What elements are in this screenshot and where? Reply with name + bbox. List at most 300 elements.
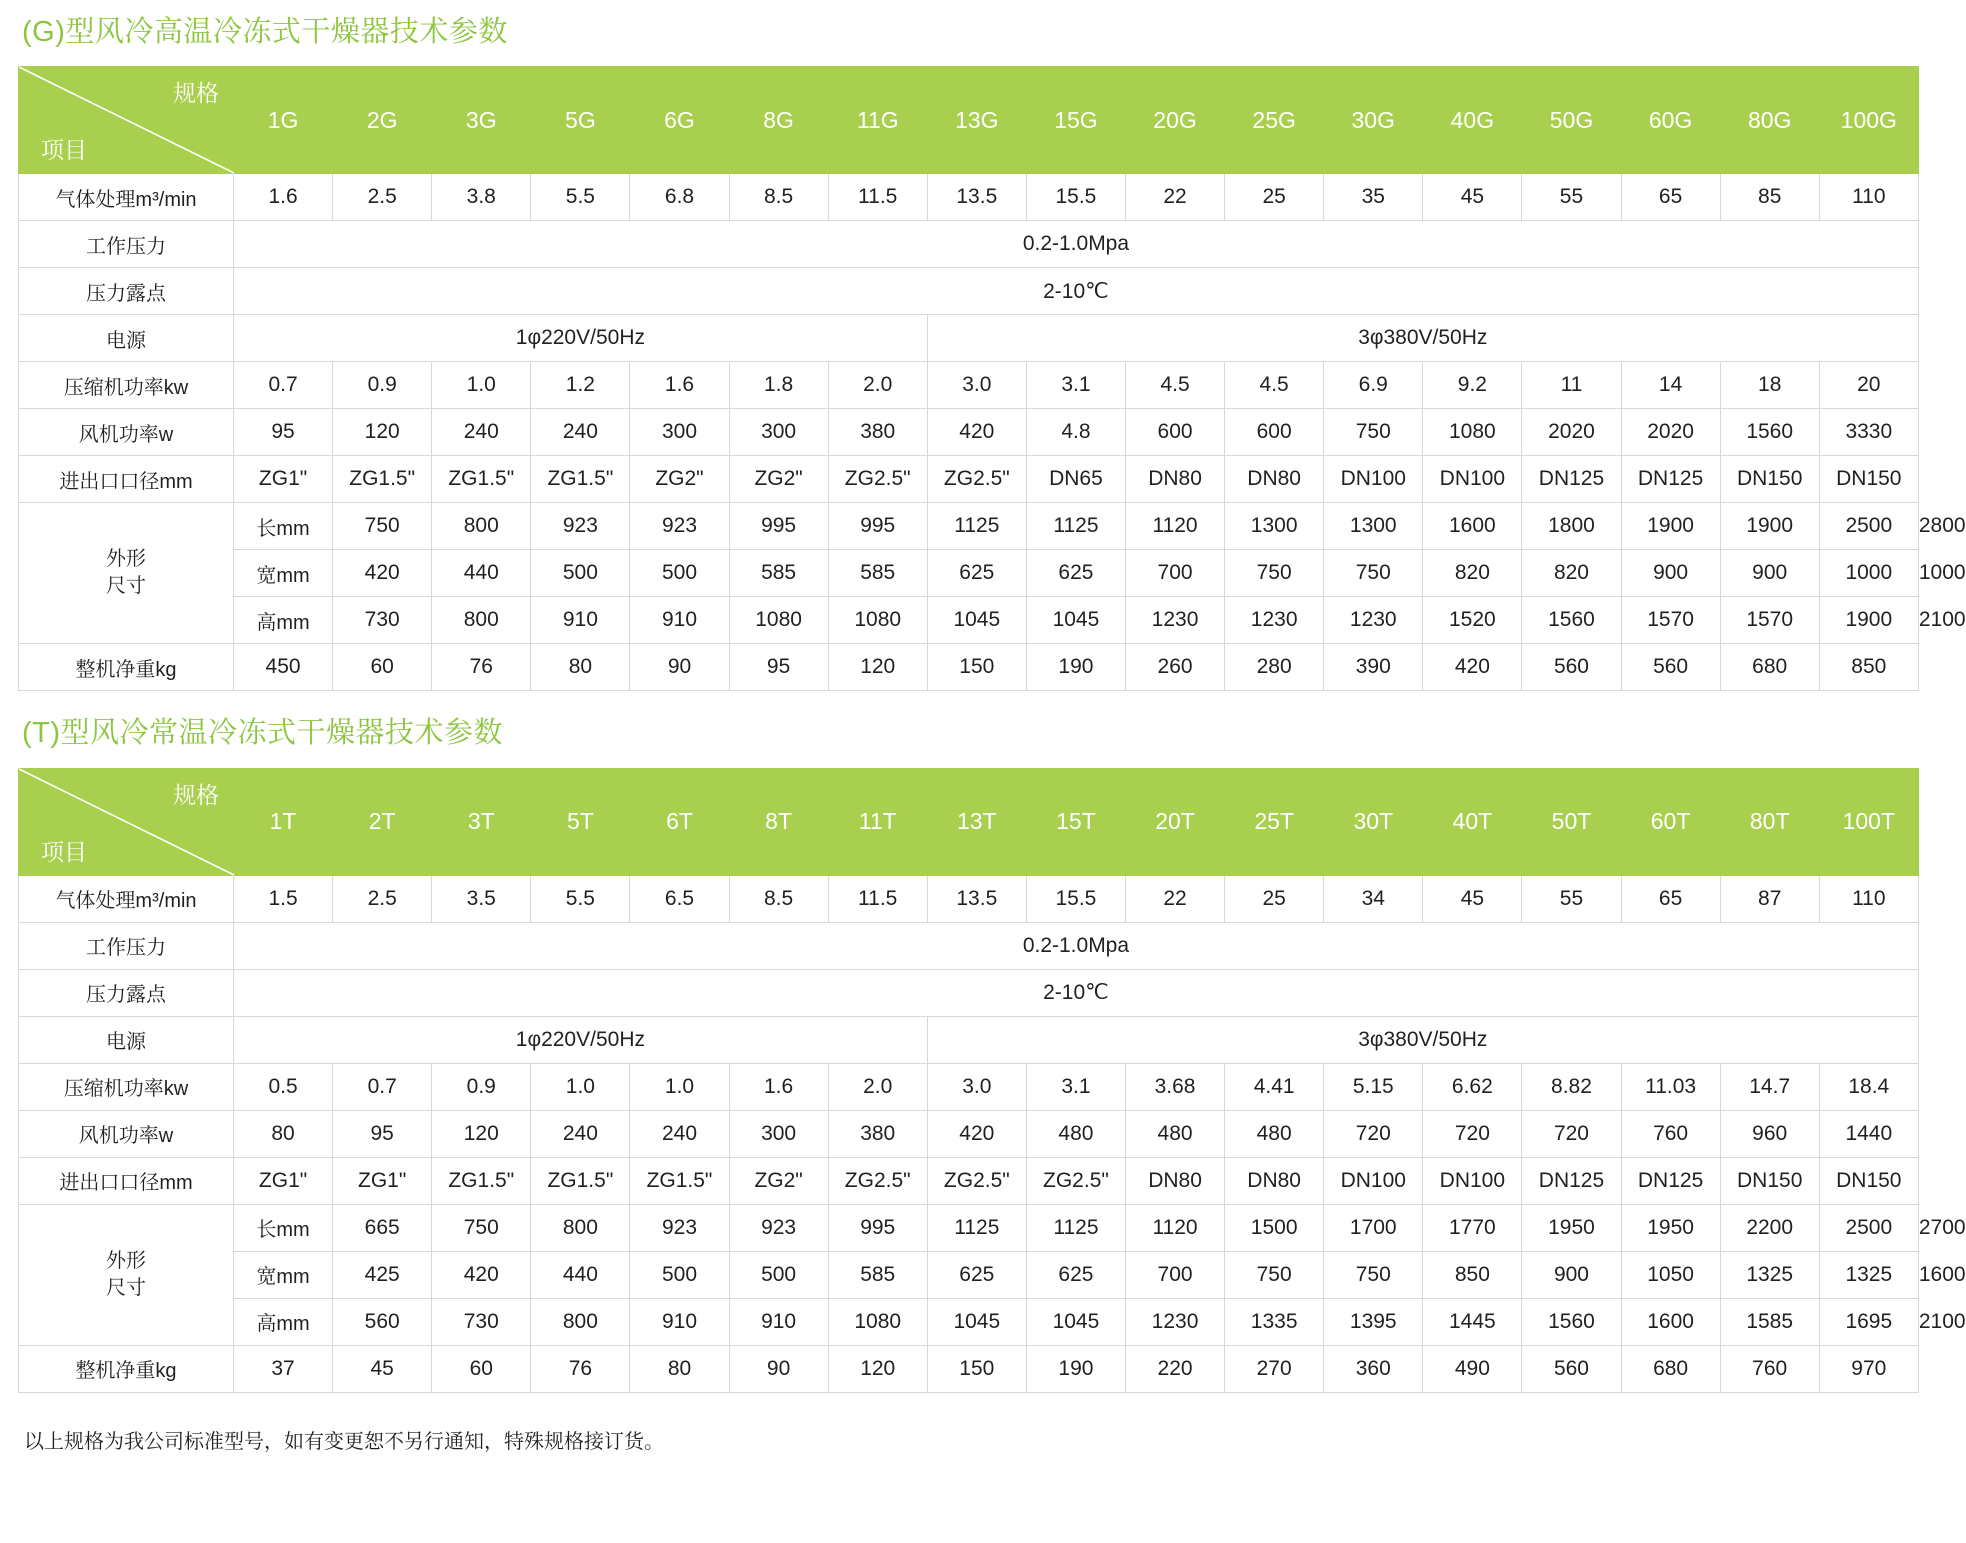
data-cell: 90 [630, 644, 729, 691]
data-cell: 500 [729, 1251, 828, 1298]
data-cell: 490 [1423, 1345, 1522, 1392]
data-cell: 1230 [1125, 597, 1224, 644]
data-cell: 1125 [1026, 1204, 1125, 1251]
data-cell: 4.5 [1125, 362, 1224, 409]
model-header-cell: 25T [1225, 768, 1324, 875]
data-cell: 45 [1423, 174, 1522, 221]
data-cell: ZG1.5" [432, 456, 531, 503]
data-cell: 3.8 [432, 174, 531, 221]
table-row [19, 268, 1919, 315]
data-cell: 560 [1621, 644, 1720, 691]
data-cell: 1335 [1225, 1298, 1324, 1345]
data-cell: 970 [1819, 1345, 1918, 1392]
model-header-cell: 20T [1125, 768, 1224, 875]
data-cell: 1570 [1720, 597, 1819, 644]
data-cell: 800 [531, 1298, 630, 1345]
data-cell: 1080 [1423, 409, 1522, 456]
data-cell: 120 [432, 1110, 531, 1157]
table-row [19, 1016, 1919, 1063]
data-cell: 220 [1125, 1345, 1224, 1392]
data-cell: ZG2" [729, 1157, 828, 1204]
model-header-cell: 11G [828, 67, 927, 174]
data-cell: 480 [1026, 1110, 1125, 1157]
section-title: (T)型风冷常温冷冻式干燥器技术参数 [22, 717, 504, 750]
data-cell: 720 [1522, 1110, 1621, 1157]
data-cell: 820 [1423, 550, 1522, 597]
data-cell: DN65 [1026, 456, 1125, 503]
data-cell: 85 [1720, 174, 1819, 221]
row-sub-label: 高mm [234, 597, 333, 644]
data-cell: 1045 [1026, 597, 1125, 644]
data-cell: 1120 [1125, 503, 1224, 550]
data-cell: 850 [1423, 1251, 1522, 1298]
data-cell: 2.0 [828, 1063, 927, 1110]
data-cell: 720 [1423, 1110, 1522, 1157]
table-header-row [19, 768, 1919, 875]
data-cell: 750 [1324, 1251, 1423, 1298]
model-header-cell: 6G [630, 67, 729, 174]
row-label: 压缩机功率kw [19, 1063, 234, 1110]
model-header-cell: 1T [234, 768, 333, 875]
table-row: 高mm 560 730 800 910 910 1080 1045 1045 1230 1335 1395 1445 1560 1600 1585 1695 2100 [19, 1298, 1919, 1345]
data-cell: 11.5 [828, 875, 927, 922]
data-cell: 25 [1225, 875, 1324, 922]
data-cell: 14.7 [1720, 1063, 1819, 1110]
model-header-cell: 60T [1621, 768, 1720, 875]
data-cell: 360 [1324, 1345, 1423, 1392]
data-cell: ZG2.5" [1026, 1157, 1125, 1204]
data-cell: 923 [630, 503, 729, 550]
data-cell: ZG2" [729, 456, 828, 503]
data-cell: 1.0 [531, 1063, 630, 1110]
data-cell: 923 [729, 1204, 828, 1251]
row-label: 进出口口径mm [19, 456, 234, 503]
data-cell: 750 [1225, 1251, 1324, 1298]
data-cell: 995 [828, 1204, 927, 1251]
data-cell: 910 [531, 597, 630, 644]
data-cell: 1300 [1324, 503, 1423, 550]
data-cell: 1000 [1819, 550, 1918, 597]
table-header-row [19, 67, 1919, 174]
data-cell: 9.2 [1423, 362, 1522, 409]
data-cell: DN150 [1720, 456, 1819, 503]
data-cell: 560 [1522, 1345, 1621, 1392]
data-cell: 18.4 [1819, 1063, 1918, 1110]
data-cell: 120 [333, 409, 432, 456]
data-cell: 1120 [1125, 1204, 1224, 1251]
data-cell: 420 [333, 550, 432, 597]
data-cell: 1900 [1819, 597, 1918, 644]
data-cell: 1900 [1720, 503, 1819, 550]
model-header-cell: 13G [927, 67, 1026, 174]
model-header-cell: 15T [1026, 768, 1125, 875]
data-cell: 11 [1522, 362, 1621, 409]
data-cell: 480 [1225, 1110, 1324, 1157]
row-group-label: 外形 尺寸 [19, 503, 234, 644]
data-cell: 1045 [927, 1298, 1026, 1345]
data-cell: ZG1.5" [531, 456, 630, 503]
data-cell: ZG1" [234, 1157, 333, 1204]
row-label: 气体处理m³/min [19, 875, 234, 922]
data-cell: 2200 [1720, 1204, 1819, 1251]
data-cell: 750 [1225, 550, 1324, 597]
data-cell: 11.5 [828, 174, 927, 221]
model-header-cell: 50G [1522, 67, 1621, 174]
data-cell: 11.03 [1621, 1063, 1720, 1110]
data-cell: 95 [234, 409, 333, 456]
data-cell: 1045 [1026, 1298, 1125, 1345]
data-cell: 1.5 [234, 875, 333, 922]
data-cell: 1600 [1423, 503, 1522, 550]
merged-data-cell: 1φ220V/50Hz [234, 315, 928, 362]
data-cell: 34 [1324, 875, 1423, 922]
data-cell: 420 [1423, 644, 1522, 691]
data-cell: 800 [432, 503, 531, 550]
data-cell: 1050 [1621, 1251, 1720, 1298]
model-header-cell: 3G [432, 67, 531, 174]
data-cell: 380 [828, 409, 927, 456]
row-label: 整机净重kg [19, 1345, 234, 1392]
data-cell: 995 [729, 503, 828, 550]
data-cell: 240 [531, 1110, 630, 1157]
row-label: 风机功率w [19, 1110, 234, 1157]
data-cell: 1695 [1819, 1298, 1918, 1345]
data-cell: 420 [927, 409, 1026, 456]
data-cell: 55 [1522, 875, 1621, 922]
data-cell: 700 [1125, 550, 1224, 597]
data-cell: DN150 [1819, 1157, 1918, 1204]
data-cell: 2.5 [333, 174, 432, 221]
data-cell: DN125 [1522, 456, 1621, 503]
row-label: 压力露点 [19, 969, 234, 1016]
data-cell: 1.0 [432, 362, 531, 409]
data-cell: 850 [1819, 644, 1918, 691]
data-cell: 4.41 [1225, 1063, 1324, 1110]
header-spec-label: 规格 [173, 80, 219, 107]
row-label: 工作压力 [19, 922, 234, 969]
data-cell: 1440 [1819, 1110, 1918, 1157]
data-cell: 2.0 [828, 362, 927, 409]
model-header-cell: 1G [234, 67, 333, 174]
data-cell: 110 [1819, 875, 1918, 922]
data-cell: 3.68 [1125, 1063, 1224, 1110]
data-cell: DN80 [1125, 1157, 1224, 1204]
data-cell: 6.9 [1324, 362, 1423, 409]
data-cell: 150 [927, 644, 1026, 691]
model-header-cell: 6T [630, 768, 729, 875]
data-cell: 720 [1324, 1110, 1423, 1157]
data-cell: 2500 [1819, 503, 1918, 550]
data-cell: 425 [333, 1251, 432, 1298]
data-cell: 80 [531, 644, 630, 691]
footnote: 以上规格为我公司标准型号，如有变更恕不另行通知，特殊规格接订货。 [24, 1430, 664, 1453]
data-cell: 3.1 [1026, 362, 1125, 409]
data-cell: 45 [333, 1345, 432, 1392]
data-cell: 1230 [1125, 1298, 1224, 1345]
model-header-cell: 20G [1125, 67, 1224, 174]
row-label: 整机净重kg [19, 644, 234, 691]
data-cell: 3.0 [927, 362, 1026, 409]
data-cell: 800 [531, 1204, 630, 1251]
data-cell: 260 [1125, 644, 1224, 691]
data-cell: 15.5 [1026, 875, 1125, 922]
data-cell: 1080 [729, 597, 828, 644]
data-cell: 18 [1720, 362, 1819, 409]
data-cell: 15.5 [1026, 174, 1125, 221]
data-cell: 420 [432, 1251, 531, 1298]
data-cell: 450 [234, 644, 333, 691]
data-cell: 300 [630, 409, 729, 456]
table-row [19, 1110, 1919, 1157]
data-cell: 35 [1324, 174, 1423, 221]
table-row: 宽mm 425 420 440 500 500 585 625 625 700 750 750 850 900 1050 1325 1325 1600 [19, 1251, 1919, 1298]
merged-data-cell: 2-10℃ [234, 969, 1919, 1016]
row-sub-label: 宽mm [234, 550, 333, 597]
row-sub-label: 长mm [234, 503, 333, 550]
data-cell: ZG2.5" [927, 1157, 1026, 1204]
data-cell: 760 [1720, 1345, 1819, 1392]
data-cell: 3.1 [1026, 1063, 1125, 1110]
data-cell: 0.9 [432, 1063, 531, 1110]
data-cell: 1770 [1423, 1204, 1522, 1251]
merged-data-cell: 3φ380V/50Hz [927, 315, 1918, 362]
data-cell: 750 [333, 503, 432, 550]
data-cell: 900 [1720, 550, 1819, 597]
data-cell: ZG1.5" [333, 456, 432, 503]
model-header-cell: 30G [1324, 67, 1423, 174]
model-header-cell: 40T [1423, 768, 1522, 875]
data-cell: 25 [1225, 174, 1324, 221]
data-cell: 440 [531, 1251, 630, 1298]
data-cell: 1560 [1522, 597, 1621, 644]
data-cell: 1080 [828, 597, 927, 644]
data-cell: DN125 [1621, 1157, 1720, 1204]
model-header-cell: 25G [1225, 67, 1324, 174]
data-cell: 380 [828, 1110, 927, 1157]
data-cell: 6.8 [630, 174, 729, 221]
table-row [19, 315, 1919, 362]
data-cell: DN100 [1324, 456, 1423, 503]
section-t-type [18, 709, 1966, 1392]
data-cell: 500 [630, 550, 729, 597]
data-cell: 1.2 [531, 362, 630, 409]
data-cell: 600 [1225, 409, 1324, 456]
data-cell: 910 [630, 597, 729, 644]
data-cell: 700 [1125, 1251, 1224, 1298]
data-cell: 87 [1720, 875, 1819, 922]
data-cell: 900 [1621, 550, 1720, 597]
data-cell: 730 [432, 1298, 531, 1345]
data-cell: 1125 [1026, 503, 1125, 550]
data-cell: 1.6 [234, 174, 333, 221]
data-cell: 4.5 [1225, 362, 1324, 409]
table-row [19, 1063, 1919, 1110]
data-cell: ZG2.5" [927, 456, 1026, 503]
data-cell: 585 [729, 550, 828, 597]
data-cell: 300 [729, 1110, 828, 1157]
data-cell: 240 [630, 1110, 729, 1157]
spec-table-t [18, 768, 1966, 1393]
model-header-cell: 2T [333, 768, 432, 875]
data-cell: 1520 [1423, 597, 1522, 644]
data-cell: 1950 [1522, 1204, 1621, 1251]
model-header-cell: 11T [828, 768, 927, 875]
table-row [19, 456, 1919, 503]
data-cell: 750 [1324, 409, 1423, 456]
data-cell: 270 [1225, 1345, 1324, 1392]
data-cell: 1045 [927, 597, 1026, 644]
data-cell: DN100 [1324, 1157, 1423, 1204]
data-cell: 190 [1026, 1345, 1125, 1392]
data-cell: 13.5 [927, 875, 1026, 922]
model-header-cell: 80T [1720, 768, 1819, 875]
data-cell: 76 [432, 644, 531, 691]
table-row [19, 875, 1919, 922]
data-cell: 65 [1621, 174, 1720, 221]
spec-table-g [18, 66, 1966, 691]
row-label: 压缩机功率kw [19, 362, 234, 409]
model-header-cell: 2G [333, 67, 432, 174]
model-header-cell: 5T [531, 768, 630, 875]
section-title: (G)型风冷高温冷冻式干燥器技术参数 [22, 16, 508, 48]
data-cell: 22 [1125, 174, 1224, 221]
data-cell: DN80 [1225, 456, 1324, 503]
data-cell: 150 [927, 1345, 1026, 1392]
header-spec-label: 规格 [173, 781, 219, 808]
header-corner-cell [19, 768, 234, 875]
data-cell: 1585 [1720, 1298, 1819, 1345]
data-cell: 585 [828, 1251, 927, 1298]
table-row: 高mm 730 800 910 910 1080 1080 1045 1045 1230 1230 1230 1520 1560 1570 1570 1900 2100 [19, 597, 1919, 644]
data-cell: DN100 [1423, 456, 1522, 503]
data-cell: 750 [1324, 550, 1423, 597]
data-cell: 2020 [1621, 409, 1720, 456]
table-row [19, 1345, 1919, 1392]
data-cell: 440 [432, 550, 531, 597]
data-cell: 2.5 [333, 875, 432, 922]
data-cell: ZG2" [630, 456, 729, 503]
data-cell: 90 [729, 1345, 828, 1392]
table-row [19, 409, 1919, 456]
model-header-cell: 5G [531, 67, 630, 174]
data-cell: 120 [828, 644, 927, 691]
header-item-label: 项目 [41, 838, 87, 865]
data-cell: 20 [1819, 362, 1918, 409]
data-cell: 120 [828, 1345, 927, 1392]
data-cell: 45 [1423, 875, 1522, 922]
data-cell: 480 [1125, 1110, 1224, 1157]
header-item-label: 项目 [41, 137, 87, 164]
data-cell: 750 [432, 1204, 531, 1251]
data-cell: 1600 [1621, 1298, 1720, 1345]
data-cell: 80 [630, 1345, 729, 1392]
data-cell: 910 [630, 1298, 729, 1345]
data-cell: 1300 [1225, 503, 1324, 550]
data-cell: DN80 [1125, 456, 1224, 503]
row-label: 风机功率w [19, 409, 234, 456]
merged-data-cell: 1φ220V/50Hz [234, 1016, 928, 1063]
model-header-cell: 100T [1819, 768, 1918, 875]
data-cell: 820 [1522, 550, 1621, 597]
data-cell: 560 [333, 1298, 432, 1345]
table-row: 宽mm 420 440 500 500 585 585 625 625 700 750 750 820 820 900 900 1000 1000 [19, 550, 1919, 597]
data-cell: 760 [1621, 1110, 1720, 1157]
data-cell: ZG1.5" [432, 1157, 531, 1204]
data-cell: 900 [1522, 1251, 1621, 1298]
data-cell: 680 [1720, 644, 1819, 691]
data-cell: 190 [1026, 644, 1125, 691]
row-label: 压力露点 [19, 268, 234, 315]
data-cell: DN80 [1225, 1157, 1324, 1204]
table-row [19, 644, 1919, 691]
data-cell: 8.82 [1522, 1063, 1621, 1110]
data-cell: 110 [1819, 174, 1918, 221]
model-header-cell: 100G [1819, 67, 1918, 174]
data-cell: 95 [729, 644, 828, 691]
row-label: 电源 [19, 1016, 234, 1063]
data-cell: DN150 [1819, 456, 1918, 503]
merged-data-cell: 0.2-1.0Mpa [234, 922, 1919, 969]
data-cell: 1230 [1324, 597, 1423, 644]
data-cell: ZG1" [333, 1157, 432, 1204]
row-group-label: 外形 尺寸 [19, 1204, 234, 1345]
model-header-cell: 8G [729, 67, 828, 174]
row-sub-label: 长mm [234, 1204, 333, 1251]
data-cell: 600 [1125, 409, 1224, 456]
merged-data-cell: 0.2-1.0Mpa [234, 221, 1919, 268]
data-cell: 1560 [1720, 409, 1819, 456]
data-cell: 1.6 [630, 362, 729, 409]
data-cell: 1445 [1423, 1298, 1522, 1345]
data-cell: 22 [1125, 875, 1224, 922]
data-cell: 1080 [828, 1298, 927, 1345]
data-cell: 80 [234, 1110, 333, 1157]
model-header-cell: 8T [729, 768, 828, 875]
data-cell: 1500 [1225, 1204, 1324, 1251]
data-cell: 0.7 [333, 1063, 432, 1110]
data-cell: 5.5 [531, 875, 630, 922]
data-cell: 560 [1522, 644, 1621, 691]
table-row [19, 362, 1919, 409]
data-cell: 1570 [1621, 597, 1720, 644]
data-cell: 1800 [1522, 503, 1621, 550]
data-cell: 55 [1522, 174, 1621, 221]
data-cell: 0.7 [234, 362, 333, 409]
data-cell: 625 [1026, 550, 1125, 597]
row-label: 工作压力 [19, 221, 234, 268]
data-cell: 625 [1026, 1251, 1125, 1298]
data-cell: 500 [630, 1251, 729, 1298]
data-cell: 0.5 [234, 1063, 333, 1110]
table-row [19, 922, 1919, 969]
data-cell: 800 [432, 597, 531, 644]
data-cell: 6.5 [630, 875, 729, 922]
model-header-cell: 80G [1720, 67, 1819, 174]
data-cell: 0.9 [333, 362, 432, 409]
data-cell: ZG1.5" [531, 1157, 630, 1204]
data-cell: 625 [927, 1251, 1026, 1298]
data-cell: ZG2.5" [828, 456, 927, 503]
data-cell: 5.5 [531, 174, 630, 221]
model-header-cell: 40G [1423, 67, 1522, 174]
merged-data-cell: 2-10℃ [234, 268, 1919, 315]
data-cell: 1.8 [729, 362, 828, 409]
data-cell: 1.0 [630, 1063, 729, 1110]
model-header-cell: 13T [927, 768, 1026, 875]
data-cell: 1125 [927, 1204, 1026, 1251]
row-label: 气体处理m³/min [19, 174, 234, 221]
table-row [19, 221, 1919, 268]
